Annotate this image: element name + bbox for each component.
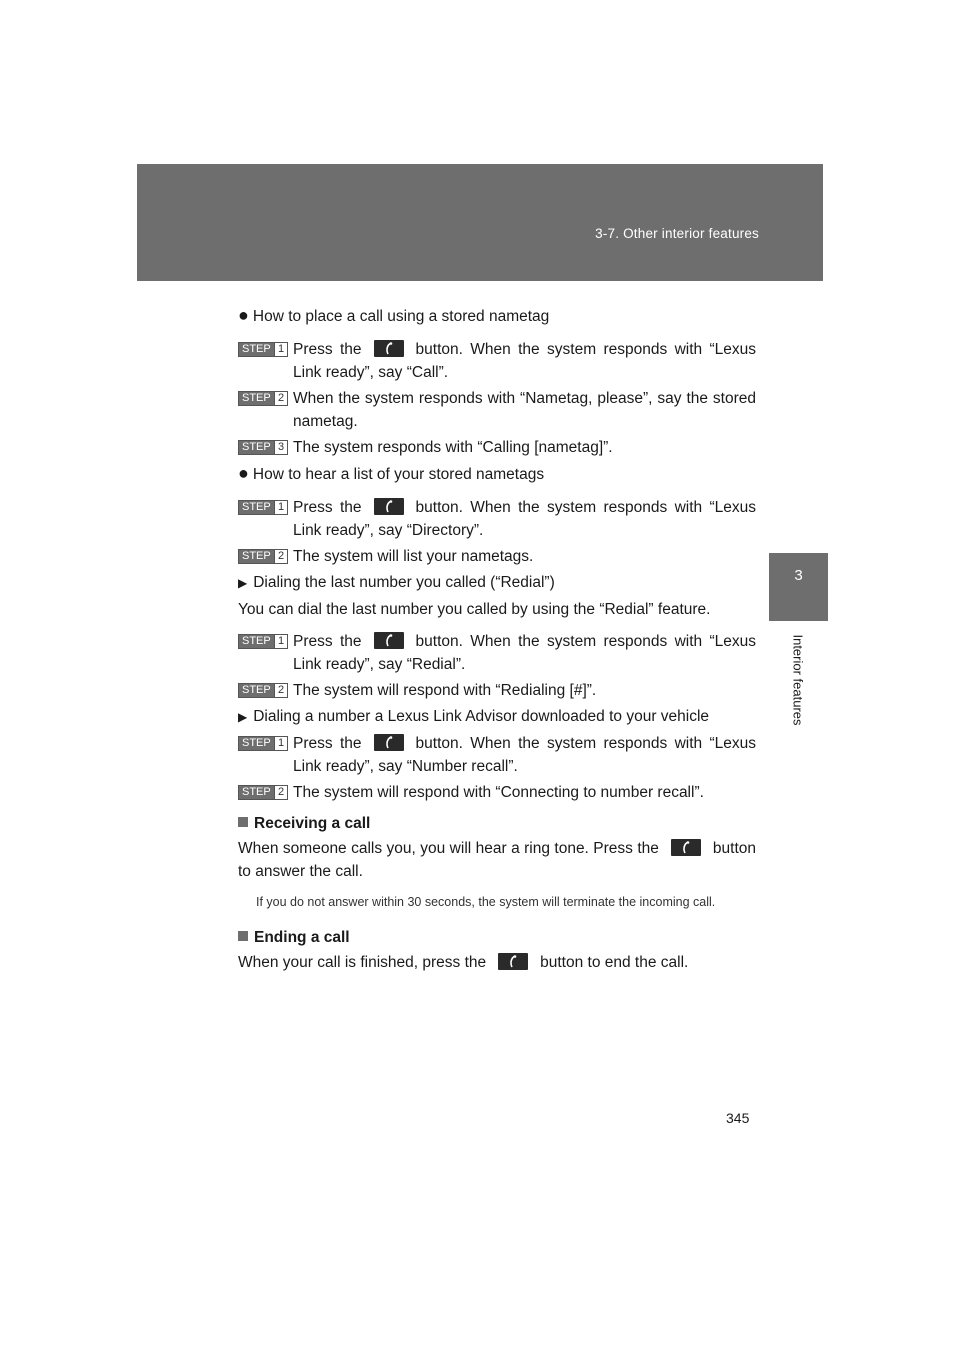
step-badge: STEP 1	[238, 342, 288, 357]
chapter-side-label: Interior features	[790, 634, 806, 726]
step-item: STEP 3 The system responds with “Calling [nametag]”.	[238, 436, 756, 459]
step-badge: STEP 2	[238, 549, 288, 564]
phone-talk-icon	[374, 734, 404, 751]
page-number: 345	[726, 1110, 750, 1126]
chapter-tab	[769, 553, 828, 621]
phone-talk-icon	[498, 953, 528, 970]
step-item: STEP 1 Press the button. When the system responds with “Lexus Link ready”, say “Number recall”.	[238, 732, 756, 778]
header-band	[137, 164, 823, 281]
section-heading: Ending a call	[238, 926, 756, 949]
step-badge: STEP 2	[238, 785, 288, 800]
step-badge: STEP 2	[238, 683, 288, 698]
step-item: STEP 1 Press the button. When the system responds with “Lexus Link ready”, say “Call”.	[238, 338, 756, 384]
step-item: STEP 2 The system will respond with “Redialing [#]”.	[238, 679, 756, 702]
step-badge: STEP 3	[238, 440, 288, 455]
phone-talk-icon	[374, 498, 404, 515]
paragraph: When your call is finished, press the button to end the call.	[238, 954, 689, 971]
step-item: STEP 1 Press the button. When the system responds with “Lexus Link ready”, say “Redial”.	[238, 630, 756, 676]
step-item: STEP 2 When the system responds with “Nametag, please”, say the stored nametag.	[238, 387, 756, 433]
arrow-heading: ▶ Dialing the last number you called (“Redial”)	[238, 574, 555, 591]
section-heading: Receiving a call	[238, 812, 756, 835]
square-bullet-icon	[238, 817, 248, 827]
bullet-heading: ● How to place a call using a stored nametag	[238, 305, 550, 325]
arrow-heading: ▶ Dialing a number a Lexus Link Advisor downloaded to your vehicle	[238, 708, 710, 725]
page-content	[238, 304, 756, 983]
square-bullet-icon	[238, 931, 248, 941]
paragraph: When someone calls you, you will hear a ring tone. Press the button to answer the call.	[238, 840, 756, 880]
step-badge: STEP 1	[238, 634, 288, 649]
step-badge: STEP 1	[238, 500, 288, 515]
section-title: 3-7. Other interior features	[595, 226, 759, 241]
bullet-heading: ● How to hear a list of your stored nametags	[238, 463, 545, 483]
step-badge: STEP 2	[238, 391, 288, 406]
phone-talk-icon	[374, 340, 404, 357]
note-text: If you do not answer within 30 seconds, the system will terminate the incoming call.	[256, 895, 716, 909]
phone-talk-icon	[671, 839, 701, 856]
step-item: STEP 1 Press the button. When the system responds with “Lexus Link ready”, say “Directory”.	[238, 496, 756, 542]
bullet-icon: ●	[238, 305, 249, 325]
paragraph: You can dial the last number you called by using the “Redial” feature.	[238, 601, 711, 618]
bullet-icon: ●	[238, 463, 249, 483]
step-item: STEP 2 The system will respond with “Connecting to number recall”.	[238, 781, 756, 804]
phone-talk-icon	[374, 632, 404, 649]
arrow-right-icon: ▶	[238, 576, 248, 590]
arrow-right-icon: ▶	[238, 710, 248, 724]
chapter-number: 3	[794, 567, 803, 584]
step-item: STEP 2 The system will list your nametags.	[238, 545, 756, 568]
step-badge: STEP 1	[238, 736, 288, 751]
